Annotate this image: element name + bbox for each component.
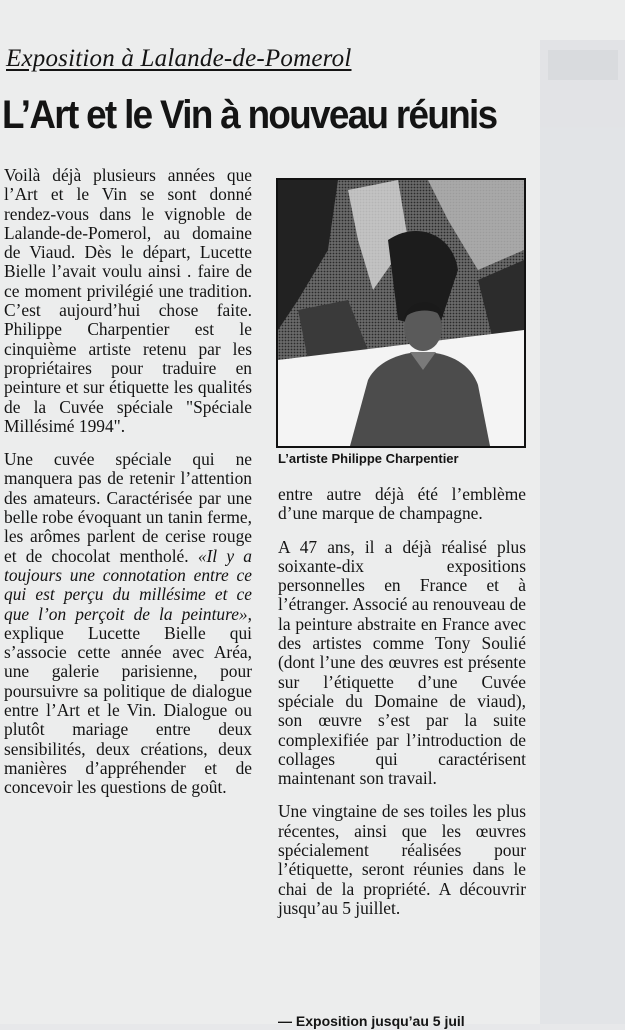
right-paragraph-1: entre autre déjà été l’emblème d’une marque de champagne. bbox=[278, 484, 526, 524]
artist-photo bbox=[276, 178, 526, 448]
lucette-bielle-quote: «Il y a toujours une connotation entre ce qui est perçu du millésime et ce que l’on perçoit de la peinture» bbox=[4, 545, 252, 624]
left-paragraph-2 bbox=[4, 450, 252, 797]
footer-note-cutoff: — Exposition jusqu’au 5 juil bbox=[278, 1013, 465, 1029]
left-paragraph-1: Voilà déjà plusieurs années que l’Art et le Vin se sont donné rendez-vous dans le vignoble de Lalande-de-Pomerol, au domaine de Viaud. Dès le départ, Lucette Bielle l’avait voulu ainsi . faire de ce moment privilégié une tradition. C’est aujourd’hui chose faite. Philippe Charpentier est le cinquième artiste retenu par les propriétaires pour traduire en peinture et sur étiquette les qualités de la Cuvée spéciale "Spéciale Millésimé 1994". bbox=[4, 165, 252, 436]
adjacent-column-bleed bbox=[540, 40, 625, 1024]
article-kicker: Exposition à Lalande-de-Pomerol bbox=[6, 45, 352, 72]
adjacent-header-shadow bbox=[548, 50, 618, 80]
article-headline: L’Art et le Vin à nouveau réunis bbox=[2, 93, 497, 137]
right-paragraph-3: Une vingtaine de ses toiles les plus récentes, ainsi que les œuvres spécialement réalisées pour l’étiquette, seront réunies dans le chai de la propriété. A découvrir jusqu’au 5 juillet. bbox=[278, 801, 526, 918]
photo-caption: L’artiste Philippe Charpentier bbox=[278, 451, 459, 466]
paragraph-2-end: , explique Lucette Bielle qui s’associe cette année avec Aréa, une galerie parisienne, pour poursuivre sa politique de dialogue entre l’Art et le Vin. Dialogue ou plutôt mariage entre deux sensibilités, deux créations, deux manières d’appréhender et de concevoir les questions de goût. bbox=[4, 603, 252, 798]
paragraph-2-start: Une cuvée spéciale qui ne manquera pas de retenir l’attention des amateurs. Caractérisée par une belle robe évoquant un tanin ferme, les arômes parlent de cerise rouge et de chocolat mentholé. bbox=[4, 449, 252, 566]
right-paragraph-2: A 47 ans, il a déjà réalisé plus soixante-dix expositions personnelles en France et à l’étranger. Associé au renouveau de la peinture abstraite en France avec des artistes comme Tony Soulié (dont l’une des œuvres est présente sur l’étiquette d’une Cuvée spéciale du Domaine de viaud), son œuvre s’est par la suite complexifiée par l’introduction de collages qui caractérisent maintenant son travail. bbox=[278, 536, 526, 789]
right-column bbox=[278, 485, 526, 932]
left-column bbox=[4, 166, 252, 812]
